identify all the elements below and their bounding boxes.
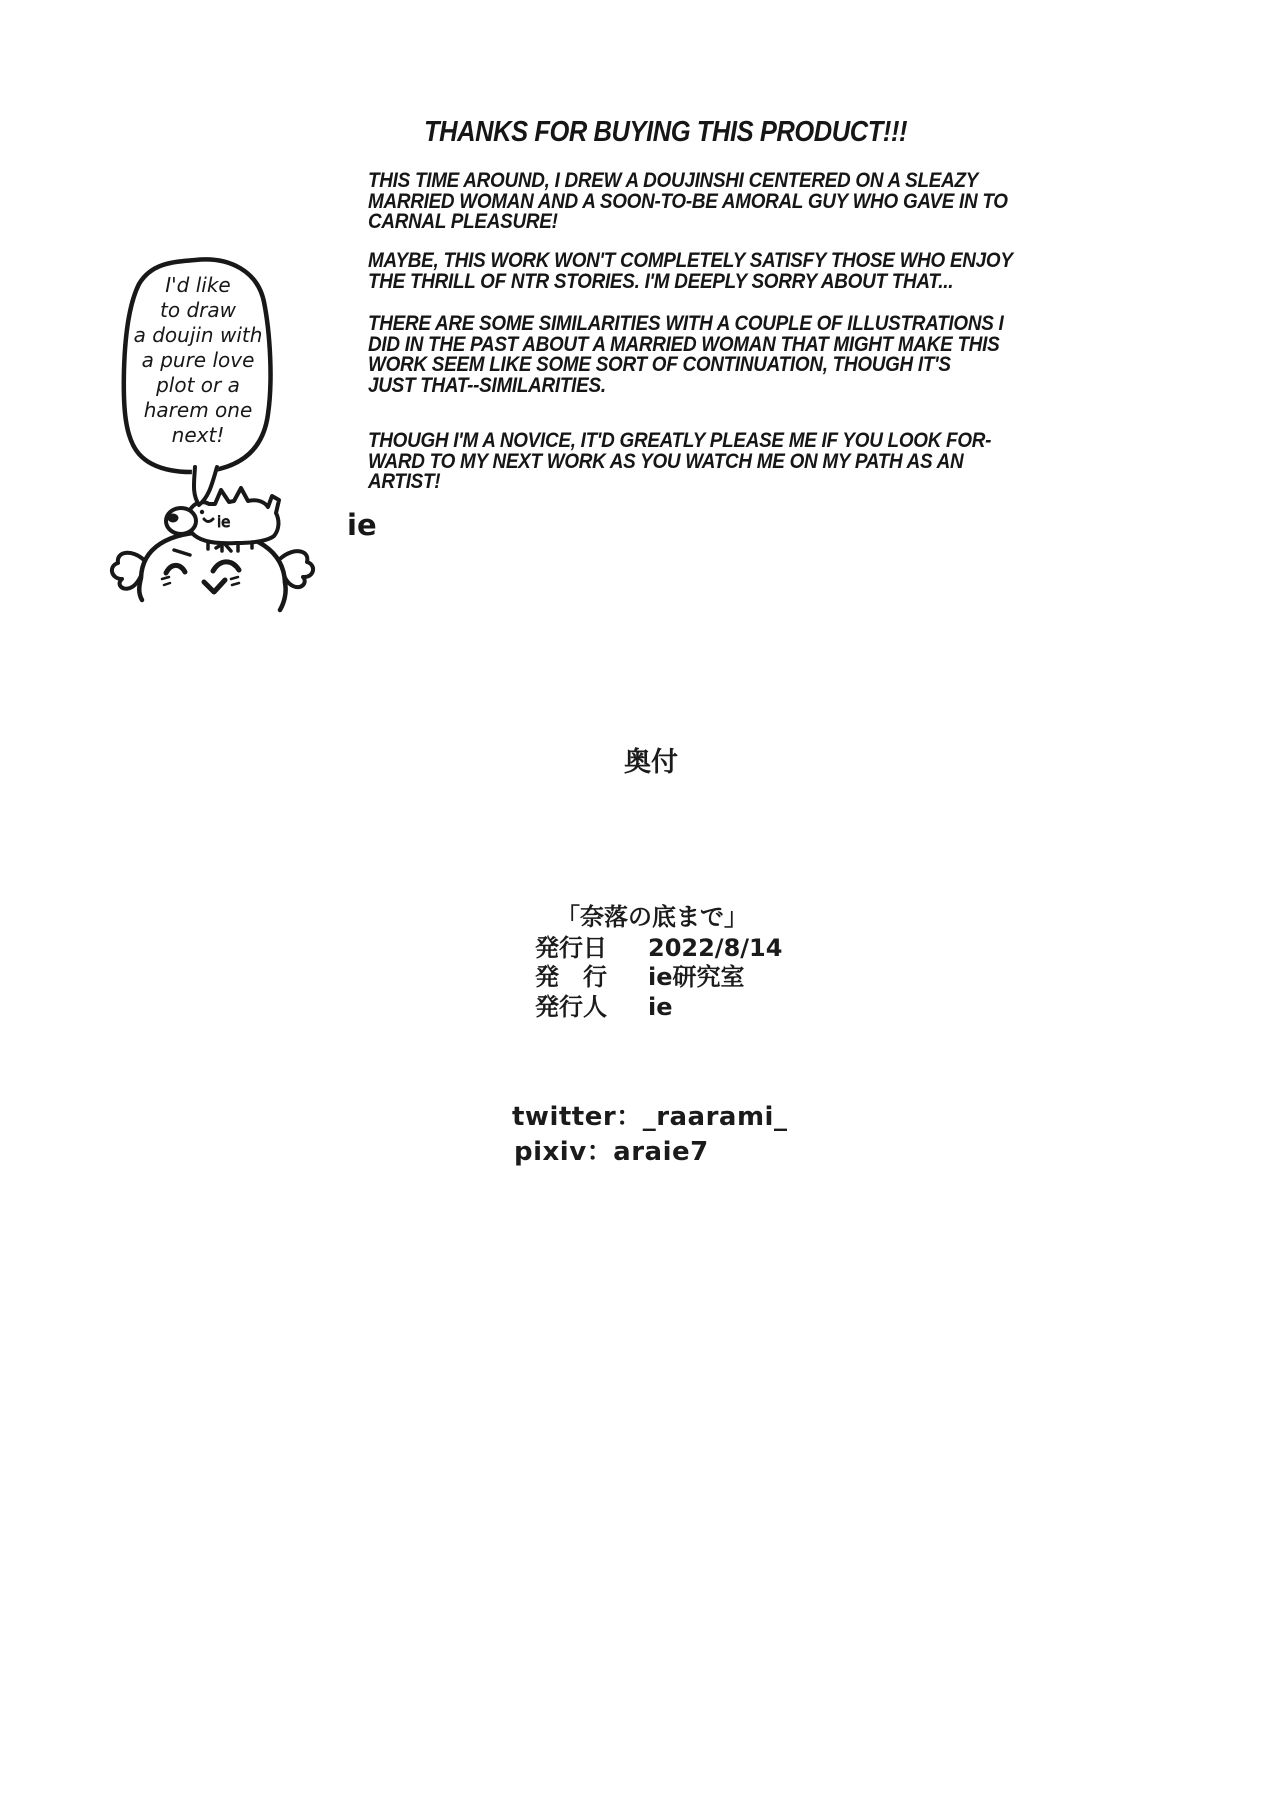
publish-date-label: 発行日: [535, 934, 607, 962]
eye-dot: [200, 510, 204, 514]
publish-date-value: 2022/8/14: [648, 934, 783, 962]
paragraph-line: WORK SEEM LIKE SOME SORT OF CONTINUATION, THOUGH IT'S: [368, 353, 951, 377]
book-title: 「奈落の底まで」: [556, 903, 748, 931]
issuer-value: ie: [648, 993, 673, 1021]
issuer-row: [535, 987, 673, 1022]
paragraph-line: THOUGH I'M A NOVICE, IT'D GREATLY PLEASE ME IF YOU LOOK FOR-: [368, 429, 992, 452]
pixiv-row: [514, 1131, 709, 1168]
colophon-heading: 奥付: [624, 747, 678, 778]
artist-signature: ie: [347, 508, 377, 542]
publisher-label: 発 行: [535, 963, 607, 991]
paragraph-line: MARRIED WOMAN AND A SOON-TO-BE AMORAL GUY WHO GAVE IN TO: [368, 189, 1008, 213]
paragraph-line: DID IN THE PAST ABOUT A MARRIED WOMAN THAT MIGHT MAKE THIS: [368, 332, 1000, 356]
paragraph-line: ARTIST!: [368, 470, 441, 494]
publisher-value: ie研究室: [648, 963, 745, 991]
paragraph-1: [368, 171, 1008, 233]
paragraph-3: [368, 314, 1004, 397]
mascot-illustration: [78, 248, 408, 628]
speech-bubble: [124, 259, 271, 506]
mascot-body-label: ie: [217, 513, 231, 531]
nose-dot: [168, 514, 179, 523]
bubble-line: a pure love: [141, 348, 255, 372]
paragraph-4: [368, 431, 991, 493]
paragraph-line: MAYBE, THIS WORK WON'T COMPLETELY SATISFY THOSE WHO ENJOY: [368, 249, 1013, 272]
bubble-line: to draw: [160, 298, 236, 322]
paragraph-line: THIS TIME AROUND, I DREW A DOUJINSHI CENTERED ON A SLEAZY: [368, 169, 979, 192]
paragraph-line: WARD TO MY NEXT WORK AS YOU WATCH ME ON MY PATH AS AN: [368, 449, 964, 473]
pixiv-label: pixiv：: [514, 1137, 614, 1167]
bubble-line: a doujin with: [133, 323, 263, 347]
bubble-line: harem one: [143, 398, 253, 422]
twitter-label: twitter：: [512, 1102, 643, 1132]
paragraph-line: JUST THAT--SIMILARITIES.: [368, 374, 606, 398]
paragraph-line: CARNAL PLEASURE!: [368, 210, 558, 234]
bubble-line: plot or a: [156, 373, 240, 397]
page-title: THANKS FOR BUYING THIS PRODUCT!!!: [424, 116, 908, 148]
bubble-line: next!: [171, 423, 225, 447]
twitter-row: [512, 1096, 787, 1133]
bubble-line: I'd like: [165, 273, 231, 297]
paragraph-2: [368, 251, 1013, 292]
issuer-label: 発行人: [535, 993, 607, 1021]
paragraph-line: THERE ARE SOME SIMILARITIES WITH A COUPLE OF ILLUSTRATIONS I: [368, 312, 1004, 335]
twitter-handle: _raarami_: [642, 1102, 788, 1132]
pixiv-handle: araie7: [613, 1137, 709, 1167]
paragraph-line: THE THRILL OF NTR STORIES. I'M DEEPLY SORRY ABOUT THAT...: [368, 269, 954, 293]
